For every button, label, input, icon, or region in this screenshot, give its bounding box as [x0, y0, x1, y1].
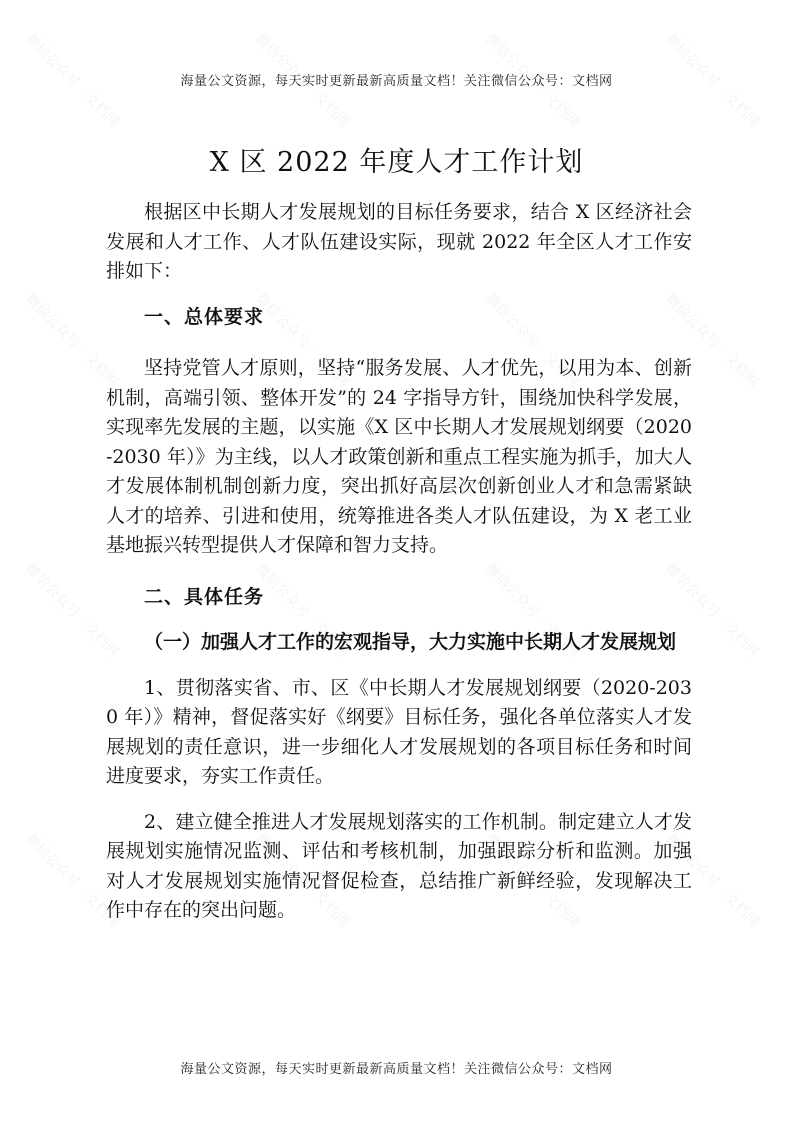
- watermark: 微信公众号 · 文档网: [251, 560, 352, 661]
- spacer: [106, 792, 692, 808]
- page-header: 海量公文资源，每天实时更新最新高质量文档！关注微信公众号：文档网: [180, 74, 613, 89]
- subsection-heading-macro-guidance: （一）加强人才工作的宏观指导，大力实施中长期人才发展规划: [144, 631, 677, 653]
- watermark: 微信公众号 · 文档网: [481, 830, 582, 931]
- intro-paragraph: 根据区中长期人才发展规划的目标任务要求，结合 X 区经济社会发展和人才工作、人才队伍建设实际，现就 2022 年全区人才工作安排如下：: [106, 201, 692, 282]
- watermark: 微信公众号 · 文档网: [481, 290, 582, 391]
- task-item-1: 1、贯彻落实省、市、区《中长期人才发展规划纲要（2020-2030 年）》精神，督促落实好《纲要》目标任务，强化各单位落实人才发展规划的责任意识，进一步细化人才发展规划的各项目标任务和时间进度要求，夯实工作责任。: [106, 676, 692, 787]
- watermark: 微信公众号 · 文档网: [21, 30, 122, 131]
- watermark: 微信公众号 · 文档网: [481, 560, 582, 661]
- general-requirements-paragraph: 坚持党管人才原则，坚持“服务发展、人才优先，以用为本、创新机制，高端引领、整体开发”的 24 字指导方针，围绕加快科学发展，实现率先发展的主题，以实施《X 区中长期人才发展规划纲要（2020-2030 年）》为主线，以人才政策创新和重点工程实施为抓手，加大人才发展体制机制创新力度，突出抓好高层次创新创业人才和急需紧缺人才的培养、引进和使用，统筹推进各类人才队伍建设，为 X 老工业基地振兴转型提供人才保障和智力支持。: [106, 357, 692, 556]
- document-body: [106, 198, 692, 926]
- watermark: 微信公众号 · 文档网: [251, 830, 352, 931]
- page-footer: 海量公文资源，每天实时更新最新高质量文档！关注微信公众号：文档网: [180, 1062, 613, 1077]
- watermark: 微信公众号 · 文档网: [661, 830, 762, 931]
- spacer: [106, 287, 692, 303]
- watermark: 微信公众号 · 文档网: [661, 30, 762, 131]
- spacer: [106, 561, 692, 583]
- watermark: 微信公众号 · 文档网: [661, 560, 762, 661]
- watermark: 微信公众号 · 文档网: [481, 30, 582, 131]
- task-item-2: 2、建立健全推进人才发展规划落实的工作机制。制定建立人才发展规划实施情况监测、评估和考核机制，加强跟踪分析和监测。加强对人才发展规划实施情况督促检查，总结推广新鲜经验，发现解决工作中存在的突出问题。: [106, 810, 692, 921]
- section-heading-general-requirements: 一、总体要求: [144, 305, 265, 328]
- spacer: [106, 612, 692, 628]
- watermark: 微信公众号 · 文档网: [251, 30, 352, 131]
- section-heading-specific-tasks: 二、具体任务: [144, 585, 265, 608]
- document-title: X 区 2022 年度人才工作计划: [209, 147, 584, 178]
- watermark: 微信公众号 · 文档网: [21, 290, 122, 391]
- watermark: 微信公众号 · 文档网: [21, 830, 122, 931]
- watermark: 微信公众号 · 文档网: [21, 560, 122, 661]
- spacer: [106, 332, 692, 354]
- watermark: 微信公众号 · 文档网: [251, 290, 352, 391]
- watermark: 微信公众号 · 文档网: [661, 290, 762, 391]
- spacer: [106, 658, 692, 674]
